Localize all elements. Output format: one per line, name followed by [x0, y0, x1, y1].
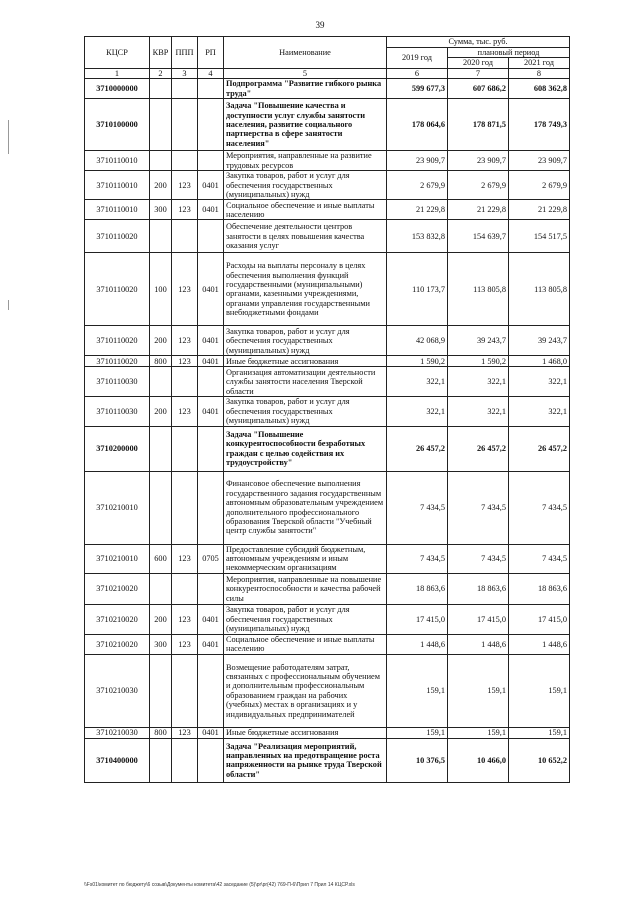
row-value-2019: 599 677,3: [387, 79, 448, 99]
row-name: Социальное обеспечение и иные выплаты населению: [224, 200, 387, 220]
row-kvr: 100: [150, 253, 172, 326]
row-ppp: 123: [172, 326, 198, 356]
row-value-2021: 322,1: [509, 367, 570, 397]
row-kcsr: 3710210020: [85, 604, 150, 634]
row-value-2020: 26 457,2: [448, 426, 509, 471]
row-rp: [198, 471, 224, 544]
table-row: [85, 367, 570, 397]
row-rp: [198, 367, 224, 397]
row-kvr: 300: [150, 634, 172, 654]
row-value-2020: 2 679,9: [448, 171, 509, 200]
row-value-2021: 159,1: [509, 654, 570, 727]
row-rp: [198, 573, 224, 604]
row-value-2021: 39 243,7: [509, 326, 570, 356]
row-value-2020: 1 590,2: [448, 356, 509, 367]
row-ppp: [172, 367, 198, 397]
column-index: 8: [509, 68, 570, 78]
row-value-2019: 1 590,2: [387, 356, 448, 367]
row-value-2021: 113 805,8: [509, 253, 570, 326]
row-kvr: [150, 151, 172, 171]
row-name: Предоставление субсидий бюджетным, автономным учреждениям и иным некоммерческим организациям: [224, 544, 387, 573]
row-ppp: 123: [172, 397, 198, 426]
row-kvr: 800: [150, 727, 172, 738]
row-kvr: 200: [150, 397, 172, 426]
row-value-2021: 154 517,5: [509, 220, 570, 253]
header-2021: 2021 год: [509, 58, 570, 68]
page-number: 39: [315, 20, 325, 30]
row-value-2020: 10 466,0: [448, 738, 509, 782]
row-kcsr: 3710000000: [85, 79, 150, 99]
row-ppp: 123: [172, 544, 198, 573]
row-ppp: [172, 151, 198, 171]
row-name: Подпрограмма "Развитие гибкого рынка труда": [224, 79, 387, 99]
row-ppp: [172, 220, 198, 253]
row-ppp: [172, 79, 198, 99]
table-row: [85, 654, 570, 727]
row-kcsr: 3710200000: [85, 426, 150, 471]
table-row: [85, 151, 570, 171]
row-value-2019: 10 376,5: [387, 738, 448, 782]
row-kvr: 200: [150, 171, 172, 200]
row-kcsr: 3710110010: [85, 200, 150, 220]
table-row: [85, 426, 570, 471]
row-value-2020: 154 639,7: [448, 220, 509, 253]
row-kcsr: 3710210020: [85, 634, 150, 654]
row-value-2019: 7 434,5: [387, 471, 448, 544]
column-index: 6: [387, 68, 448, 78]
row-rp: 0401: [198, 604, 224, 634]
header-kcsr: КЦСР: [85, 37, 150, 69]
row-name: Задача "Реализация мероприятий, направленных на предотвращение роста напряженности на рынке труда Тверской области": [224, 738, 387, 782]
row-rp: 0401: [198, 253, 224, 326]
row-kcsr: 3710110020: [85, 356, 150, 367]
header-2019: 2019 год: [387, 48, 448, 69]
row-kcsr: 3710110010: [85, 151, 150, 171]
row-value-2021: 21 229,8: [509, 200, 570, 220]
row-name: Обеспечение деятельности центров занятости в целях повышения качества оказания услуг: [224, 220, 387, 253]
row-kvr: [150, 99, 172, 151]
column-index: 1: [85, 68, 150, 78]
row-ppp: 123: [172, 356, 198, 367]
row-name: Закупка товаров, работ и услуг для обеспечения государственных (муниципальных) нужд: [224, 397, 387, 426]
row-value-2020: 1 448,6: [448, 634, 509, 654]
header-sum: Сумма, тыс. руб.: [387, 37, 570, 48]
table-row: [85, 356, 570, 367]
row-rp: 0401: [198, 356, 224, 367]
row-value-2020: 17 415,0: [448, 604, 509, 634]
column-index-row: [85, 68, 570, 78]
row-name: Возмещение работодателям затрат, связанных с профессиональным обучением и дополнительным профессиональным образованием граждан на рабочих (учебных) местах в организациях и у индивидуальных предпринимателей: [224, 654, 387, 727]
header-plan-period: плановый период: [448, 48, 570, 58]
row-rp: 0401: [198, 634, 224, 654]
row-rp: [198, 79, 224, 99]
row-value-2019: 26 457,2: [387, 426, 448, 471]
row-kvr: [150, 79, 172, 99]
row-ppp: [172, 573, 198, 604]
row-value-2019: 21 229,8: [387, 200, 448, 220]
table-row: [85, 727, 570, 738]
row-name: Социальное обеспечение и иные выплаты населению: [224, 634, 387, 654]
scan-mark-line: [8, 120, 9, 154]
row-name: Задача "Повышение конкурентоспособности безработных граждан с целью содействия их трудоустройству": [224, 426, 387, 471]
table-row: [85, 253, 570, 326]
row-ppp: 123: [172, 253, 198, 326]
table-row: [85, 738, 570, 782]
row-rp: [198, 220, 224, 253]
column-index: 4: [198, 68, 224, 78]
row-ppp: [172, 738, 198, 782]
row-kcsr: 3710210010: [85, 544, 150, 573]
row-kvr: 800: [150, 356, 172, 367]
row-kvr: [150, 426, 172, 471]
table-row: [85, 326, 570, 356]
row-value-2020: 159,1: [448, 654, 509, 727]
row-value-2020: 7 434,5: [448, 471, 509, 544]
row-rp: [198, 99, 224, 151]
row-kvr: [150, 738, 172, 782]
scan-mark-line: [8, 300, 9, 310]
row-value-2020: 322,1: [448, 397, 509, 426]
row-value-2021: 7 434,5: [509, 544, 570, 573]
header-2020: 2020 год: [448, 58, 509, 68]
row-ppp: 123: [172, 171, 198, 200]
row-name: Расходы на выплаты персоналу в целях обеспечения выполнения функций государственными (муниципальными) органами, казенными учреждениями, органами управления государственными внебюджетными фондами: [224, 253, 387, 326]
row-kvr: [150, 220, 172, 253]
row-kcsr: 3710110030: [85, 397, 150, 426]
row-value-2020: 607 686,2: [448, 79, 509, 99]
row-name: Задача "Повышение качества и доступности услуг службы занятости населения, развитие социального партнерства в сфере занятости населения": [224, 99, 387, 151]
row-ppp: 123: [172, 200, 198, 220]
row-rp: 0705: [198, 544, 224, 573]
row-kvr: [150, 471, 172, 544]
row-value-2021: 26 457,2: [509, 426, 570, 471]
row-name: Иные бюджетные ассигнования: [224, 727, 387, 738]
row-rp: [198, 654, 224, 727]
column-index: 7: [448, 68, 509, 78]
row-value-2020: 322,1: [448, 367, 509, 397]
row-value-2021: 1 468,0: [509, 356, 570, 367]
row-value-2019: 322,1: [387, 367, 448, 397]
row-rp: [198, 151, 224, 171]
row-ppp: 123: [172, 634, 198, 654]
row-kcsr: 3710400000: [85, 738, 150, 782]
row-rp: 0401: [198, 397, 224, 426]
row-ppp: [172, 426, 198, 471]
table-row: [85, 99, 570, 151]
row-value-2020: 159,1: [448, 727, 509, 738]
row-name: Закупка товаров, работ и услуг для обеспечения государственных (муниципальных) нужд: [224, 326, 387, 356]
row-value-2019: 2 679,9: [387, 171, 448, 200]
header-ppp: ППП: [172, 37, 198, 69]
row-value-2021: 18 863,6: [509, 573, 570, 604]
row-value-2021: 178 749,3: [509, 99, 570, 151]
row-ppp: [172, 654, 198, 727]
column-index: 2: [150, 68, 172, 78]
row-name: Мероприятия, направленные на развитие трудовых ресурсов: [224, 151, 387, 171]
table-row: [85, 471, 570, 544]
row-name: Иные бюджетные ассигнования: [224, 356, 387, 367]
row-value-2019: 18 863,6: [387, 573, 448, 604]
row-value-2021: 10 652,2: [509, 738, 570, 782]
column-index: 3: [172, 68, 198, 78]
row-value-2019: 42 068,9: [387, 326, 448, 356]
table-row: [85, 220, 570, 253]
row-value-2020: 113 805,8: [448, 253, 509, 326]
row-name: Финансовое обеспечение выполнения государственного задания государственным автономным образовательным учреждением дополнительного профессионального образования Тверской области "Учебный центр службы занятости": [224, 471, 387, 544]
budget-table: [84, 36, 570, 783]
row-name: Мероприятия, направленные на повышение конкурентоспособности и качества рабочей силы: [224, 573, 387, 604]
row-kcsr: 3710110010: [85, 171, 150, 200]
row-rp: [198, 738, 224, 782]
row-kcsr: 3710210030: [85, 654, 150, 727]
row-value-2020: 178 871,5: [448, 99, 509, 151]
row-kvr: 200: [150, 326, 172, 356]
row-kcsr: 3710110020: [85, 326, 150, 356]
row-value-2021: 2 679,9: [509, 171, 570, 200]
row-rp: [198, 426, 224, 471]
row-rp: 0401: [198, 200, 224, 220]
header-kvr: КВР: [150, 37, 172, 69]
row-value-2019: 7 434,5: [387, 544, 448, 573]
table-row: [85, 634, 570, 654]
column-index: 5: [224, 68, 387, 78]
row-ppp: [172, 471, 198, 544]
row-value-2020: 21 229,8: [448, 200, 509, 220]
row-value-2019: 110 173,7: [387, 253, 448, 326]
row-value-2019: 1 448,6: [387, 634, 448, 654]
file-path-footer: \\Fs01\комитет по бюджету\6 созыв\Документы комитета\42 заседание (5)\pr\pr(42) 769-П-6\Прил 7 Прил 14 КЦСР.xls: [84, 882, 355, 888]
row-rp: 0401: [198, 171, 224, 200]
row-kcsr: 3710100000: [85, 99, 150, 151]
row-kvr: 300: [150, 200, 172, 220]
row-value-2021: 159,1: [509, 727, 570, 738]
row-value-2019: 23 909,7: [387, 151, 448, 171]
row-value-2019: 178 064,6: [387, 99, 448, 151]
row-rp: 0401: [198, 326, 224, 356]
row-value-2019: 17 415,0: [387, 604, 448, 634]
row-kcsr: 3710110030: [85, 367, 150, 397]
row-kvr: 600: [150, 544, 172, 573]
row-kcsr: 3710210030: [85, 727, 150, 738]
table-row: [85, 397, 570, 426]
row-value-2020: 18 863,6: [448, 573, 509, 604]
table-row: [85, 604, 570, 634]
row-name: Закупка товаров, работ и услуг для обеспечения государственных (муниципальных) нужд: [224, 171, 387, 200]
row-kcsr: 3710110020: [85, 220, 150, 253]
row-ppp: 123: [172, 727, 198, 738]
row-kcsr: 3710110020: [85, 253, 150, 326]
row-kvr: 200: [150, 604, 172, 634]
row-value-2020: 7 434,5: [448, 544, 509, 573]
row-ppp: 123: [172, 604, 198, 634]
row-value-2020: 23 909,7: [448, 151, 509, 171]
row-kvr: [150, 654, 172, 727]
row-name: Закупка товаров, работ и услуг для обеспечения государственных (муниципальных) нужд: [224, 604, 387, 634]
row-value-2020: 39 243,7: [448, 326, 509, 356]
row-value-2021: 17 415,0: [509, 604, 570, 634]
header-name: Наименование: [224, 37, 387, 69]
table-row: [85, 79, 570, 99]
table-row: [85, 573, 570, 604]
row-value-2021: 7 434,5: [509, 471, 570, 544]
row-value-2021: 608 362,8: [509, 79, 570, 99]
row-kcsr: 3710210020: [85, 573, 150, 604]
row-kvr: [150, 367, 172, 397]
table-row: [85, 200, 570, 220]
row-value-2021: 322,1: [509, 397, 570, 426]
row-value-2021: 23 909,7: [509, 151, 570, 171]
row-value-2021: 1 448,6: [509, 634, 570, 654]
row-ppp: [172, 99, 198, 151]
row-value-2019: 322,1: [387, 397, 448, 426]
table-row: [85, 544, 570, 573]
row-name: Организация автоматизации деятельности службы занятости населения Тверской области: [224, 367, 387, 397]
table-row: [85, 171, 570, 200]
row-kvr: [150, 573, 172, 604]
row-value-2019: 159,1: [387, 654, 448, 727]
row-rp: 0401: [198, 727, 224, 738]
row-value-2019: 153 832,8: [387, 220, 448, 253]
header-rp: РП: [198, 37, 224, 69]
row-value-2019: 159,1: [387, 727, 448, 738]
row-kcsr: 3710210010: [85, 471, 150, 544]
